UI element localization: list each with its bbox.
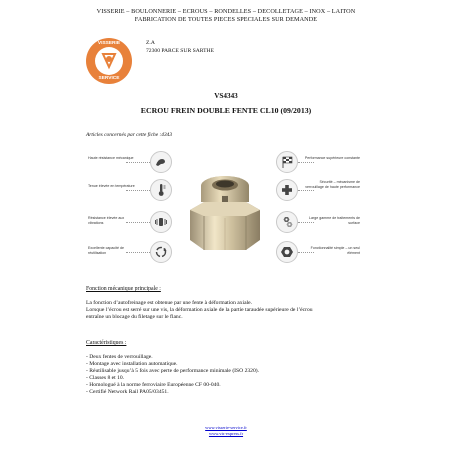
feature-left-3-label: Résistance élevée aux vibrations <box>88 216 125 225</box>
product-reference: VS4343 <box>214 92 238 100</box>
feature-right-1-label: Performance supérieure constante <box>304 156 360 160</box>
header-line-2: FABRICATION DE TOUTES PIECES SPECIALES SUR DEMANDE <box>134 16 318 23</box>
feature-left-2-label: Tenue élevée en température <box>88 184 135 188</box>
page-title: ECROU FREIN DOUBLE FENTE CL10 (09/2013) <box>140 106 312 115</box>
flexed-arm-icon <box>150 151 172 173</box>
nuts-icon <box>276 211 298 233</box>
function-line-1: La fonction d’autofreinage est obtenue par une fente à déformation axiale. <box>86 300 253 306</box>
list-item: - Montage avec installation automatique. <box>86 360 178 367</box>
feature-left-3-leader <box>126 222 150 223</box>
feature-right-2-label: Sécurité – mécanisme de verrouillage de haute performance <box>305 180 360 189</box>
logo-top-text: VISSERIE <box>97 41 121 46</box>
vibration-icon <box>150 211 172 233</box>
feature-right-3-label: Large gamme de traitements de surface <box>309 216 360 225</box>
logo-bottom-text: SERVICE <box>98 76 120 81</box>
logo-emblem <box>95 47 123 75</box>
function-section-title: Fonction mécanique principale : <box>86 286 161 292</box>
function-line-3: entraîne un blocage du filetage sur le flanc. <box>86 314 183 321</box>
cross-icon <box>276 179 298 201</box>
list-item: - Classes 8 et 10. <box>86 374 125 381</box>
address-line-2: 72300 PARCE SUR SARTHE <box>146 48 214 54</box>
list-item: - Réutilisable jusqu’à 5 fois avec perte de performance minimale (ISO 2320). <box>86 367 260 374</box>
feature-right-1-leader <box>298 162 314 163</box>
address-line-1: Z.A <box>146 40 155 46</box>
list-item: - Certifié Network Rail PA05/03451. <box>86 388 169 395</box>
list-item: - Homologué à la norme ferroviaire Européenne CF 00-040. <box>86 381 221 388</box>
feature-right-2-leader <box>298 190 314 191</box>
footer-link-vis-express[interactable]: www.vis-express.fr <box>208 431 244 436</box>
characteristics-list <box>86 354 259 395</box>
recycle-icon <box>150 241 172 263</box>
footer-link-visserie-service[interactable]: www.visserie-service.fr <box>205 425 247 430</box>
function-paragraph <box>86 300 386 322</box>
feature-left-4-leader <box>126 252 150 253</box>
feature-left-1-label: Haute résistance mécanique <box>88 156 134 160</box>
feature-left-1-leader <box>126 162 150 163</box>
company-logo <box>86 38 132 84</box>
articles-label: Articles concernés par cette fiche :4343 <box>86 132 173 138</box>
checkered-flag-icon <box>276 151 298 173</box>
header-line-1: VISSERIE – BOULONNERIE – ECROUS – RONDELLES – DECOLLETAGE – INOX – LAITON <box>96 8 356 15</box>
hex-nut-icon <box>276 241 298 263</box>
feature-left-4-label: Excellente capacité de réutilisation <box>88 246 124 255</box>
feature-right-4-label: Fonctionnalité simple – un seul élément <box>310 246 360 255</box>
thermometer-icon <box>150 179 172 201</box>
function-line-2: Lorsque l’écrou est serré sur une vis, la déformation axiale de la partie taraudée supérieure de l’écrou <box>86 307 313 314</box>
lock-nut-image <box>184 160 266 260</box>
feature-left-2-leader <box>126 190 150 191</box>
features-infographic <box>88 150 360 280</box>
list-item: - Deux fentes de verrouillage. <box>86 354 153 360</box>
characteristics-title: Caractéristiques : <box>86 340 127 346</box>
